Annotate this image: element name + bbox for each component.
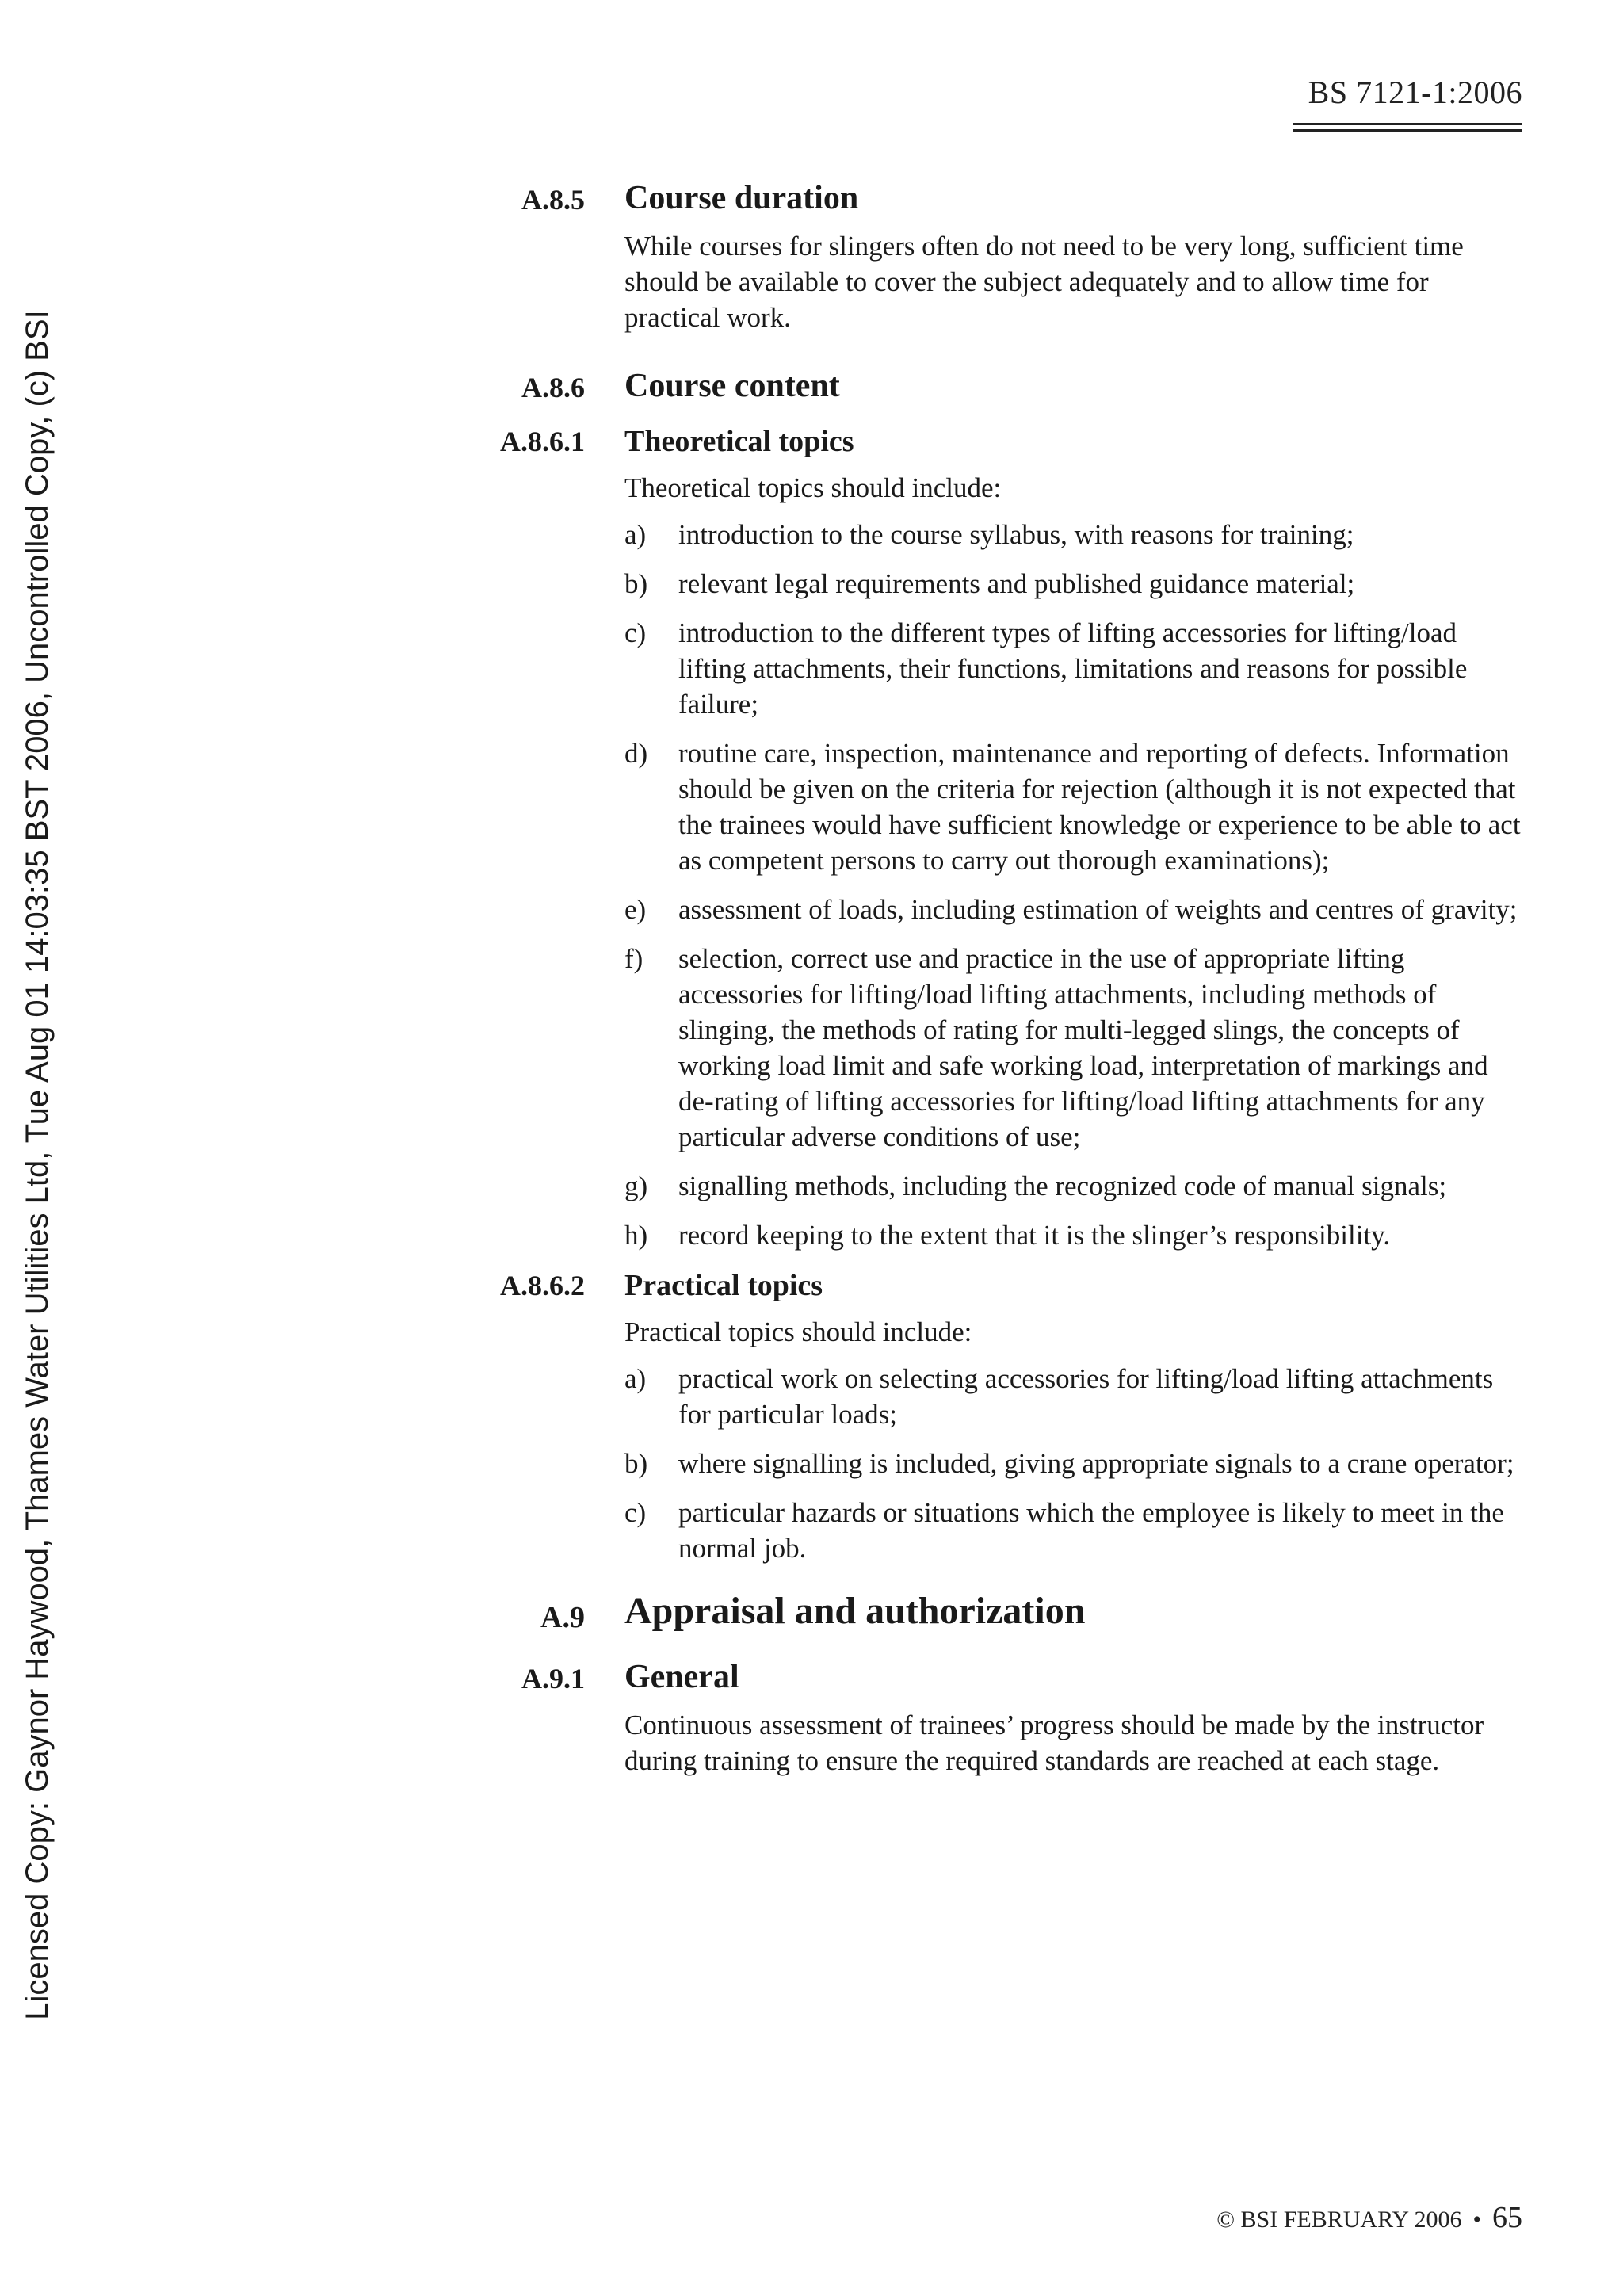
page-content [444,178,1523,1778]
list-item-label: c) [624,617,647,648]
list-item-label: c) [624,1497,647,1528]
section-a-9 [444,1588,1523,1634]
list-item-label: d) [624,738,648,769]
list-item-text: selection, correct use and practice in the use of appropriate lifting accessories for lifting/load lifting attachments, including methods of slinging, the methods of rating for multi-legged slings, the concepts of working load limit and safe working load, interpretation of markings and de-rating of lifting accessories for lifting/load lifting attachments for any particular adverse conditions of use; [678,943,1488,1152]
subsection-heading [500,422,1523,460]
section-number: A.8.5 [521,184,585,216]
header-rule [1293,129,1522,132]
list-item-label: e) [624,894,647,925]
footer-separator: • [1472,2206,1481,2233]
license-watermark: Licensed Copy: Gaynor Haywood, Thames Water Utilities Ltd, Tue Aug 01 14:03:35 BST 2006, Uncontrolled Copy, (c) BSI [20,310,55,2020]
clause-heading [540,1588,1523,1634]
list-item [624,892,1523,927]
section-paragraph: While courses for slingers often do not need to be very long, sufficient time should be available to cover the subject adequately and to allow time for practical work. [624,231,1464,333]
page-footer [1216,2200,1522,2235]
section-number: A.9 [540,1601,585,1634]
list-item [624,1446,1523,1481]
section-a-8-6-1 [444,422,1523,1253]
section-a-9-1 [444,1656,1523,1778]
list-intro: Practical topics should include: [624,1316,972,1347]
list-item-text: record keeping to the extent that it is the slinger’s responsibility. [678,1220,1391,1251]
list-item-label: f) [624,943,643,974]
section-a-8-5 [444,178,1523,335]
list-intro: Theoretical topics should include: [624,472,1002,503]
page-number: 65 [1492,2201,1522,2234]
section-heading [521,365,1523,407]
header-rule [1293,123,1522,125]
list-item-label: b) [624,568,648,599]
list-item-text: relevant legal requirements and published guidance material; [678,568,1355,599]
section-heading [521,178,1523,219]
section-heading [521,1656,1523,1698]
list-item [624,941,1523,1155]
theoretical-topics-list [624,517,1523,1253]
section-title: Theoretical topics [624,425,854,458]
section-a-8-6 [444,365,1523,407]
list-item [624,517,1523,552]
list-item-label: h) [624,1220,648,1251]
section-number: A.8.6 [521,372,585,403]
list-item-text: signalling methods, including the recognized code of manual signals; [678,1171,1447,1201]
list-item-text: introduction to the different types of lifting accessories for lifting/load lifting attachments, their functions, limitations and reasons for possible failure; [678,617,1468,720]
list-item [624,1168,1523,1204]
list-item-label: a) [624,519,647,550]
section-title: Course content [624,368,840,404]
list-item [624,735,1523,878]
list-item [624,1495,1523,1566]
section-number: A.8.6.1 [500,426,585,457]
list-item-label: g) [624,1171,648,1201]
copyright-notice: © BSI FEBRUARY 2006 [1216,2206,1462,2233]
section-title: General [624,1659,739,1695]
section-number: A.8.6.2 [500,1270,585,1301]
list-item-text: particular hazards or situations which the employee is likely to meet in the normal job. [678,1497,1504,1564]
list-item-label: b) [624,1448,648,1479]
list-item-label: a) [624,1363,647,1394]
section-title: Appraisal and authorization [624,1590,1086,1632]
section-title: Practical topics [624,1269,823,1302]
subsection-heading [500,1266,1523,1305]
section-a-8-6-2 [444,1266,1523,1566]
list-item-text: where signalling is included, giving appropriate signals to a crane operator; [678,1448,1514,1479]
list-item-text: routine care, inspection, maintenance and reporting of defects. Information should be given on the criteria for rejection (although it is not expected that the trainees would have sufficient knowledge or experience to be able to act as competent persons to carry out thorough examinations); [678,738,1521,876]
list-item [624,1361,1523,1432]
list-item [624,566,1523,602]
list-item [624,1217,1523,1253]
document-id: BS 7121-1:2006 [1308,74,1522,110]
list-item [624,615,1523,722]
list-item-text: introduction to the course syllabus, with reasons for training; [678,519,1354,550]
section-number: A.9.1 [521,1663,585,1694]
practical-topics-list [624,1361,1523,1566]
section-title: Course duration [624,180,859,216]
section-paragraph: Continuous assessment of trainees’ progress should be made by the instructor during training to ensure the required standards are reached at each stage. [624,1710,1484,1776]
list-item-text: assessment of loads, including estimation of weights and centres of gravity; [678,894,1518,925]
list-item-text: practical work on selecting accessories for lifting/load lifting attachments for particular loads; [678,1363,1494,1430]
